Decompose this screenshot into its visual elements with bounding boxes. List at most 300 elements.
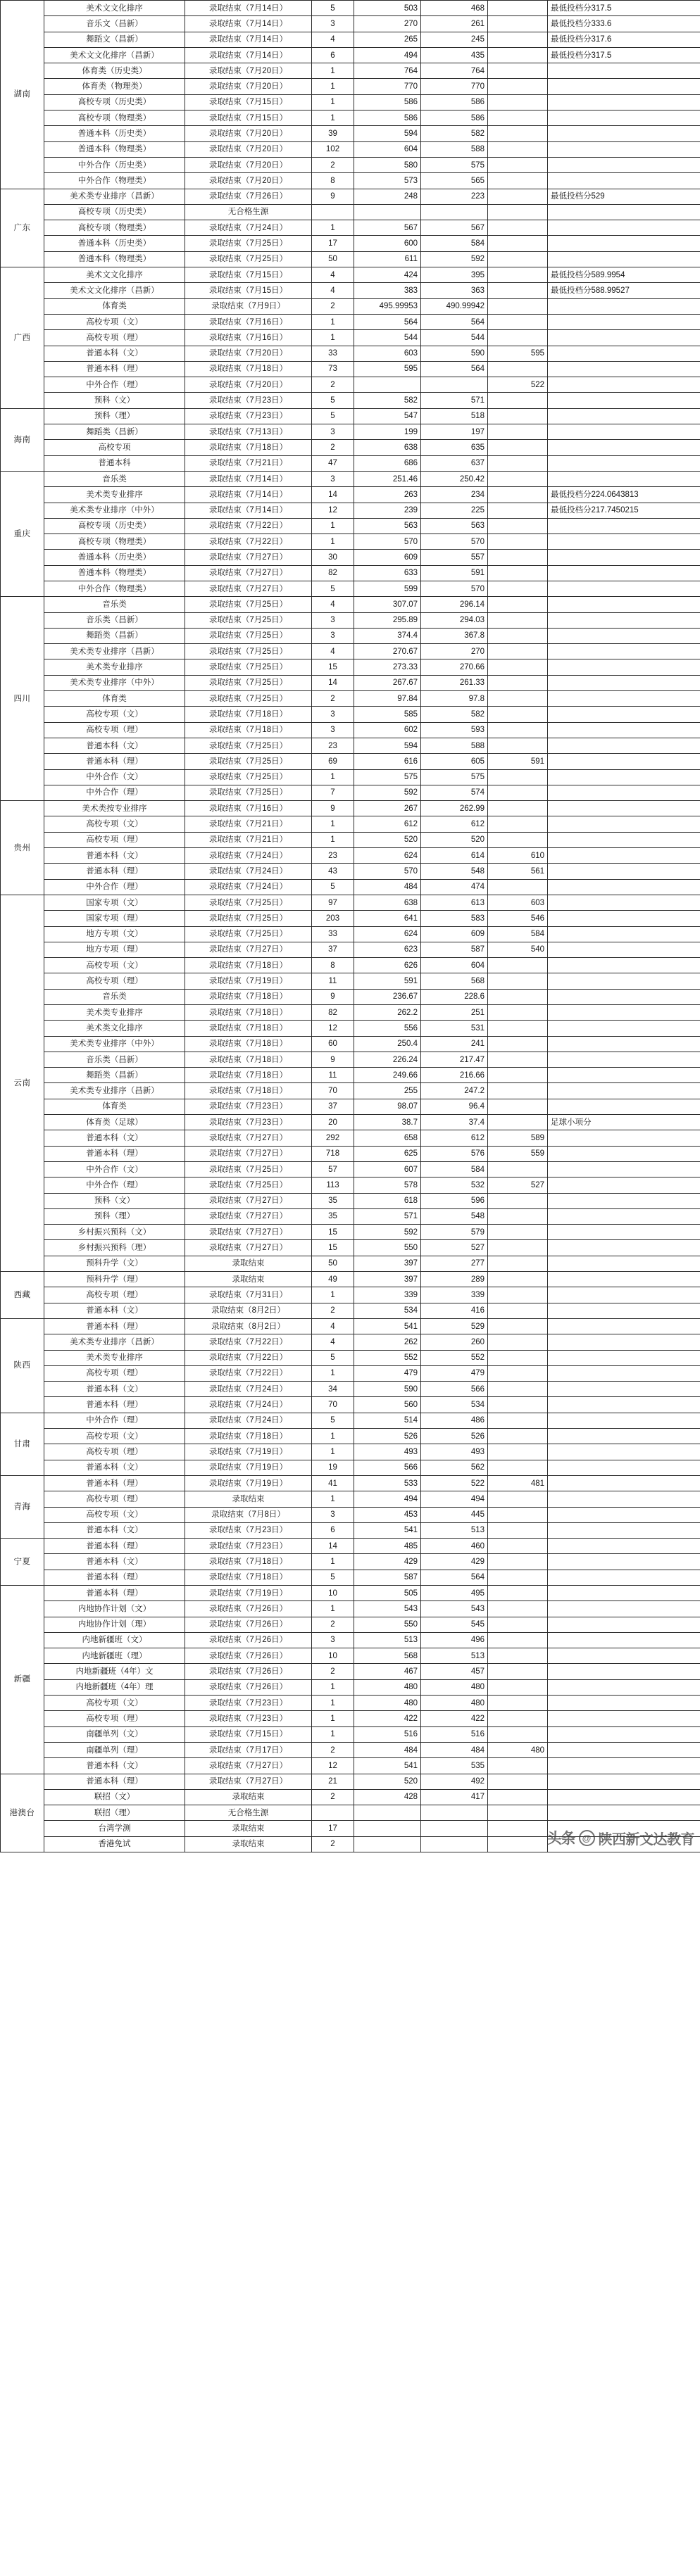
max-cell: 575 xyxy=(354,769,421,785)
count-cell: 4 xyxy=(312,267,354,283)
min-cell: 270 xyxy=(421,644,488,659)
note-cell xyxy=(548,141,700,157)
min-cell: 579 xyxy=(421,1225,488,1240)
type-cell: 高校专项（理） xyxy=(44,973,185,989)
max-cell: 616 xyxy=(354,754,421,769)
min-cell: 216.66 xyxy=(421,1068,488,1083)
count-cell: 11 xyxy=(312,1068,354,1083)
note-cell xyxy=(548,738,700,753)
status-cell: 录取结束（7月25日） xyxy=(185,659,312,675)
status-cell: 录取结束（7月15日） xyxy=(185,94,312,110)
extra-cell xyxy=(488,1193,548,1208)
count-cell: 15 xyxy=(312,1240,354,1256)
note-cell xyxy=(548,628,700,643)
note-cell xyxy=(548,314,700,329)
table-row xyxy=(1,111,700,126)
extra-cell xyxy=(488,1382,548,1397)
extra-cell: 480 xyxy=(488,1742,548,1757)
type-cell: 中外合作（理） xyxy=(44,785,185,800)
min-cell xyxy=(421,204,488,220)
max-cell: 624 xyxy=(354,848,421,864)
table-row xyxy=(1,283,700,298)
table-row xyxy=(1,1146,700,1161)
extra-cell xyxy=(488,801,548,816)
extra-cell xyxy=(488,1554,548,1570)
table-row xyxy=(1,1115,700,1130)
max-cell: 503 xyxy=(354,1,421,16)
note-cell xyxy=(548,1161,700,1177)
min-cell: 567 xyxy=(421,220,488,236)
type-cell: 普通本科（文） xyxy=(44,1460,185,1475)
note-cell xyxy=(548,550,700,565)
status-cell: 录取结束（7月15日） xyxy=(185,1726,312,1742)
type-cell: 乡村振兴预科（理） xyxy=(44,1240,185,1256)
type-cell: 南疆单列（文） xyxy=(44,1726,185,1742)
table-row xyxy=(1,769,700,785)
count-cell: 69 xyxy=(312,754,354,769)
status-cell: 录取结束（7月19日） xyxy=(185,1460,312,1475)
note-cell xyxy=(548,455,700,471)
min-cell: 635 xyxy=(421,440,488,455)
note-cell xyxy=(548,424,700,440)
extra-cell xyxy=(488,1711,548,1726)
min-cell: 247.2 xyxy=(421,1083,488,1099)
table-row xyxy=(1,942,700,957)
status-cell: 录取结束（7月16日） xyxy=(185,314,312,329)
extra-cell xyxy=(488,785,548,800)
status-cell: 录取结束（7月24日） xyxy=(185,879,312,895)
extra-cell xyxy=(488,1617,548,1632)
min-cell: 565 xyxy=(421,173,488,189)
province-cell: 贵州 xyxy=(1,801,44,895)
extra-cell xyxy=(488,1648,548,1664)
max-cell: 594 xyxy=(354,126,421,141)
min-cell: 228.6 xyxy=(421,989,488,1004)
table-row xyxy=(1,1460,700,1475)
extra-cell: 481 xyxy=(488,1475,548,1491)
max-cell: 526 xyxy=(354,1429,421,1444)
extra-cell xyxy=(488,1836,548,1852)
type-cell: 普通本科（理） xyxy=(44,1318,185,1334)
note-cell xyxy=(548,204,700,220)
type-cell: 普通本科（历史类） xyxy=(44,236,185,251)
max-cell: 397 xyxy=(354,1256,421,1271)
min-cell: 557 xyxy=(421,550,488,565)
status-cell: 录取结束（7月19日） xyxy=(185,973,312,989)
max-cell: 533 xyxy=(354,1475,421,1491)
max-cell: 520 xyxy=(354,832,421,847)
max-cell: 591 xyxy=(354,973,421,989)
note-cell xyxy=(548,1052,700,1067)
max-cell: 339 xyxy=(354,1287,421,1303)
min-cell: 562 xyxy=(421,1460,488,1475)
extra-cell: 540 xyxy=(488,942,548,957)
note-cell xyxy=(548,408,700,424)
type-cell: 普通本科（文） xyxy=(44,848,185,864)
status-cell: 录取结束（7月24日） xyxy=(185,1382,312,1397)
type-cell: 音乐类（昌新） xyxy=(44,1052,185,1067)
type-cell: 美术类专业排序 xyxy=(44,1350,185,1365)
max-cell: 541 xyxy=(354,1318,421,1334)
max-cell: 262.2 xyxy=(354,1005,421,1021)
max-cell: 513 xyxy=(354,1632,421,1648)
table-row xyxy=(1,1444,700,1460)
min-cell: 614 xyxy=(421,848,488,864)
note-cell xyxy=(548,1789,700,1805)
count-cell: 33 xyxy=(312,926,354,942)
table-row xyxy=(1,675,700,690)
status-cell: 录取结束（7月26日） xyxy=(185,1648,312,1664)
status-cell: 录取结束（7月26日） xyxy=(185,1632,312,1648)
min-cell: 516 xyxy=(421,1726,488,1742)
max-cell: 599 xyxy=(354,581,421,596)
extra-cell xyxy=(488,1539,548,1554)
max-cell: 429 xyxy=(354,1554,421,1570)
note-cell xyxy=(548,848,700,864)
extra-cell xyxy=(488,267,548,283)
table-row xyxy=(1,1585,700,1600)
note-cell xyxy=(548,926,700,942)
min-cell: 493 xyxy=(421,1444,488,1460)
table-row xyxy=(1,79,700,94)
table-row xyxy=(1,722,700,738)
count-cell: 35 xyxy=(312,1193,354,1208)
count-cell: 3 xyxy=(312,424,354,440)
status-cell: 录取结束（7月20日） xyxy=(185,377,312,393)
extra-cell: 527 xyxy=(488,1177,548,1193)
note-cell xyxy=(548,1648,700,1664)
extra-cell xyxy=(488,597,548,612)
note-cell xyxy=(548,942,700,957)
max-cell: 428 xyxy=(354,1789,421,1805)
table-row xyxy=(1,220,700,236)
note-cell xyxy=(548,1664,700,1679)
watermark-platform-label: 头条 xyxy=(546,1831,575,1848)
max-cell: 638 xyxy=(354,895,421,910)
note-cell xyxy=(548,1208,700,1224)
table-row xyxy=(1,1491,700,1507)
extra-cell xyxy=(488,157,548,172)
note-cell xyxy=(548,1146,700,1161)
note-cell xyxy=(548,597,700,612)
table-row xyxy=(1,1539,700,1554)
status-cell: 录取结束（7月26日） xyxy=(185,1617,312,1632)
count-cell: 1 xyxy=(312,1601,354,1617)
type-cell: 美术类专业排序（昌新） xyxy=(44,644,185,659)
table-row xyxy=(1,1208,700,1224)
note-cell xyxy=(548,1429,700,1444)
max-cell: 586 xyxy=(354,94,421,110)
extra-cell xyxy=(488,503,548,518)
type-cell: 普通本科（文） xyxy=(44,738,185,753)
max-cell: 249.66 xyxy=(354,1068,421,1083)
min-cell: 576 xyxy=(421,1146,488,1161)
table-row xyxy=(1,832,700,847)
table-row xyxy=(1,94,700,110)
table-row xyxy=(1,487,700,503)
note-cell xyxy=(548,1758,700,1774)
note-cell xyxy=(548,1475,700,1491)
table-row xyxy=(1,1632,700,1648)
max-cell: 626 xyxy=(354,958,421,973)
note-cell xyxy=(548,440,700,455)
table-row xyxy=(1,1334,700,1350)
min-cell: 568 xyxy=(421,973,488,989)
max-cell: 270.67 xyxy=(354,644,421,659)
count-cell: 292 xyxy=(312,1130,354,1146)
table-row xyxy=(1,1287,700,1303)
max-cell: 638 xyxy=(354,440,421,455)
type-cell: 中外合作（理） xyxy=(44,1413,185,1428)
table-row xyxy=(1,1696,700,1711)
table-row xyxy=(1,408,700,424)
count-cell: 82 xyxy=(312,1005,354,1021)
table-row xyxy=(1,659,700,675)
at-icon: @ xyxy=(579,1830,595,1846)
table-row xyxy=(1,644,700,659)
extra-cell: 559 xyxy=(488,1146,548,1161)
min-cell: 609 xyxy=(421,926,488,942)
type-cell: 音乐类（昌新） xyxy=(44,612,185,628)
max-cell: 567 xyxy=(354,220,421,236)
extra-cell xyxy=(488,94,548,110)
status-cell: 录取结束（7月21日） xyxy=(185,455,312,471)
max-cell: 383 xyxy=(354,283,421,298)
count-cell: 47 xyxy=(312,455,354,471)
max-cell: 571 xyxy=(354,1208,421,1224)
table-row xyxy=(1,895,700,910)
count-cell: 718 xyxy=(312,1146,354,1161)
table-row xyxy=(1,1679,700,1695)
min-cell: 250.42 xyxy=(421,471,488,486)
extra-cell xyxy=(488,111,548,126)
count-cell: 8 xyxy=(312,173,354,189)
table-row xyxy=(1,157,700,172)
max-cell: 422 xyxy=(354,1711,421,1726)
table-row xyxy=(1,1805,700,1821)
type-cell: 内地新疆班（4年）文 xyxy=(44,1664,185,1679)
min-cell: 552 xyxy=(421,1350,488,1365)
type-cell: 音乐类 xyxy=(44,597,185,612)
min-cell: 492 xyxy=(421,1774,488,1789)
table-row xyxy=(1,1726,700,1742)
count-cell: 14 xyxy=(312,487,354,503)
type-cell: 舞蹈类（昌新） xyxy=(44,1068,185,1083)
status-cell: 录取结束（7月8日） xyxy=(185,1507,312,1522)
note-cell xyxy=(548,1005,700,1021)
max-cell: 374.4 xyxy=(354,628,421,643)
note-cell xyxy=(548,1507,700,1522)
note-cell xyxy=(548,1303,700,1318)
type-cell: 美术类专业排序（中外） xyxy=(44,503,185,518)
type-cell: 预科（理） xyxy=(44,408,185,424)
status-cell: 录取结束（7月27日） xyxy=(185,1146,312,1161)
count-cell: 4 xyxy=(312,644,354,659)
extra-cell xyxy=(488,1444,548,1460)
count-cell: 9 xyxy=(312,1052,354,1067)
note-cell xyxy=(548,1334,700,1350)
extra-cell xyxy=(488,1068,548,1083)
type-cell: 预科升学（文） xyxy=(44,1256,185,1271)
note-cell xyxy=(548,1068,700,1083)
note-cell xyxy=(548,1836,700,1852)
status-cell: 录取结束（7月27日） xyxy=(185,1130,312,1146)
status-cell: 录取结束（7月25日） xyxy=(185,644,312,659)
type-cell: 体育类 xyxy=(44,298,185,314)
table-row xyxy=(1,189,700,204)
count-cell: 5 xyxy=(312,1413,354,1428)
min-cell: 37.4 xyxy=(421,1115,488,1130)
count-cell: 1 xyxy=(312,1711,354,1726)
min-cell: 490.99942 xyxy=(421,298,488,314)
type-cell: 中外合作（理） xyxy=(44,1177,185,1193)
note-cell xyxy=(548,1225,700,1240)
type-cell: 音乐文（昌新） xyxy=(44,16,185,32)
status-cell: 录取结束（7月14日） xyxy=(185,503,312,518)
status-cell: 录取结束（7月23日） xyxy=(185,408,312,424)
extra-cell xyxy=(488,189,548,204)
type-cell: 体育类（足球） xyxy=(44,1115,185,1130)
max-cell: 543 xyxy=(354,1601,421,1617)
count-cell: 4 xyxy=(312,597,354,612)
note-cell xyxy=(548,801,700,816)
table-row xyxy=(1,204,700,220)
max-cell: 550 xyxy=(354,1617,421,1632)
table-row xyxy=(1,1021,700,1036)
count-cell: 9 xyxy=(312,189,354,204)
province-cell: 四川 xyxy=(1,597,44,801)
note-cell xyxy=(548,1522,700,1538)
table-row xyxy=(1,236,700,251)
note-cell xyxy=(548,111,700,126)
status-cell: 录取结束（7月25日） xyxy=(185,754,312,769)
type-cell: 体育类（历史类） xyxy=(44,63,185,79)
min-cell: 513 xyxy=(421,1522,488,1538)
status-cell: 录取结束（7月23日） xyxy=(185,1522,312,1538)
table-row xyxy=(1,63,700,79)
table-row xyxy=(1,864,700,879)
count-cell: 2 xyxy=(312,691,354,707)
extra-cell xyxy=(488,141,548,157)
max-cell: 236.67 xyxy=(354,989,421,1004)
count-cell: 57 xyxy=(312,1161,354,1177)
extra-cell xyxy=(488,1726,548,1742)
note-cell xyxy=(548,1585,700,1600)
extra-cell: 603 xyxy=(488,895,548,910)
status-cell: 录取结束（7月19日） xyxy=(185,1444,312,1460)
note-cell xyxy=(548,1256,700,1271)
count-cell: 1 xyxy=(312,769,354,785)
type-cell: 普通本科（历史类） xyxy=(44,126,185,141)
max-cell: 255 xyxy=(354,1083,421,1099)
type-cell: 美术类专业排序（昌新） xyxy=(44,1083,185,1099)
status-cell: 录取结束（7月23日） xyxy=(185,1696,312,1711)
type-cell: 中外合作（历史类） xyxy=(44,157,185,172)
extra-cell xyxy=(488,1397,548,1413)
type-cell: 美术文文化排序（昌新） xyxy=(44,47,185,63)
extra-cell xyxy=(488,79,548,94)
table-row xyxy=(1,1052,700,1067)
note-cell xyxy=(548,298,700,314)
count-cell: 2 xyxy=(312,1617,354,1632)
status-cell: 录取结束（7月15日） xyxy=(185,267,312,283)
max-cell: 251.46 xyxy=(354,471,421,486)
status-cell: 录取结束（7月20日） xyxy=(185,157,312,172)
max-cell: 590 xyxy=(354,1382,421,1397)
max-cell: 262 xyxy=(354,1334,421,1350)
min-cell: 260 xyxy=(421,1334,488,1350)
status-cell: 录取结束 xyxy=(185,1491,312,1507)
type-cell: 中外合作（理） xyxy=(44,377,185,393)
status-cell: 录取结束（7月18日） xyxy=(185,1021,312,1036)
table-row xyxy=(1,1099,700,1114)
table-row xyxy=(1,848,700,864)
table-row xyxy=(1,816,700,832)
extra-cell xyxy=(488,1303,548,1318)
count-cell: 33 xyxy=(312,346,354,361)
count-cell: 20 xyxy=(312,1115,354,1130)
min-cell: 289 xyxy=(421,1272,488,1287)
extra-cell xyxy=(488,361,548,377)
count-cell: 12 xyxy=(312,503,354,518)
status-cell: 录取结束（7月14日） xyxy=(185,47,312,63)
status-cell: 录取结束（7月18日） xyxy=(185,722,312,738)
status-cell: 录取结束（7月27日） xyxy=(185,1225,312,1240)
max-cell: 541 xyxy=(354,1758,421,1774)
count-cell: 2 xyxy=(312,1303,354,1318)
note-cell xyxy=(548,832,700,847)
extra-cell: 591 xyxy=(488,754,548,769)
status-cell: 录取结束（7月26日） xyxy=(185,1664,312,1679)
status-cell: 录取结束（7月25日） xyxy=(185,1177,312,1193)
max-cell xyxy=(354,1821,421,1836)
table-row xyxy=(1,314,700,329)
note-cell xyxy=(548,1742,700,1757)
note-cell: 最低投档分317.5 xyxy=(548,47,700,63)
status-cell: 录取结束（7月21日） xyxy=(185,832,312,847)
extra-cell xyxy=(488,1413,548,1428)
table-row xyxy=(1,1256,700,1271)
type-cell: 高校专项（理） xyxy=(44,832,185,847)
min-cell: 97.8 xyxy=(421,691,488,707)
min-cell: 241 xyxy=(421,1036,488,1052)
status-cell: 录取结束（7月22日） xyxy=(185,1334,312,1350)
max-cell xyxy=(354,204,421,220)
max-cell: 453 xyxy=(354,1507,421,1522)
status-cell: 录取结束（7月23日） xyxy=(185,1539,312,1554)
status-cell: 录取结束（7月25日） xyxy=(185,597,312,612)
count-cell: 1 xyxy=(312,111,354,126)
count-cell: 1 xyxy=(312,1491,354,1507)
count-cell: 50 xyxy=(312,1256,354,1271)
status-cell: 录取结束 xyxy=(185,1272,312,1287)
extra-cell xyxy=(488,832,548,847)
note-cell xyxy=(548,1193,700,1208)
table-row xyxy=(1,1758,700,1774)
count-cell: 2 xyxy=(312,157,354,172)
extra-cell xyxy=(488,1696,548,1711)
min-cell: 532 xyxy=(421,1177,488,1193)
note-cell xyxy=(548,1382,700,1397)
extra-cell: 522 xyxy=(488,377,548,393)
extra-cell xyxy=(488,1,548,16)
note-cell xyxy=(548,94,700,110)
max-cell: 544 xyxy=(354,330,421,346)
table-row xyxy=(1,32,700,47)
status-cell: 录取结束（7月14日） xyxy=(185,487,312,503)
min-cell: 605 xyxy=(421,754,488,769)
count-cell: 1 xyxy=(312,1429,354,1444)
